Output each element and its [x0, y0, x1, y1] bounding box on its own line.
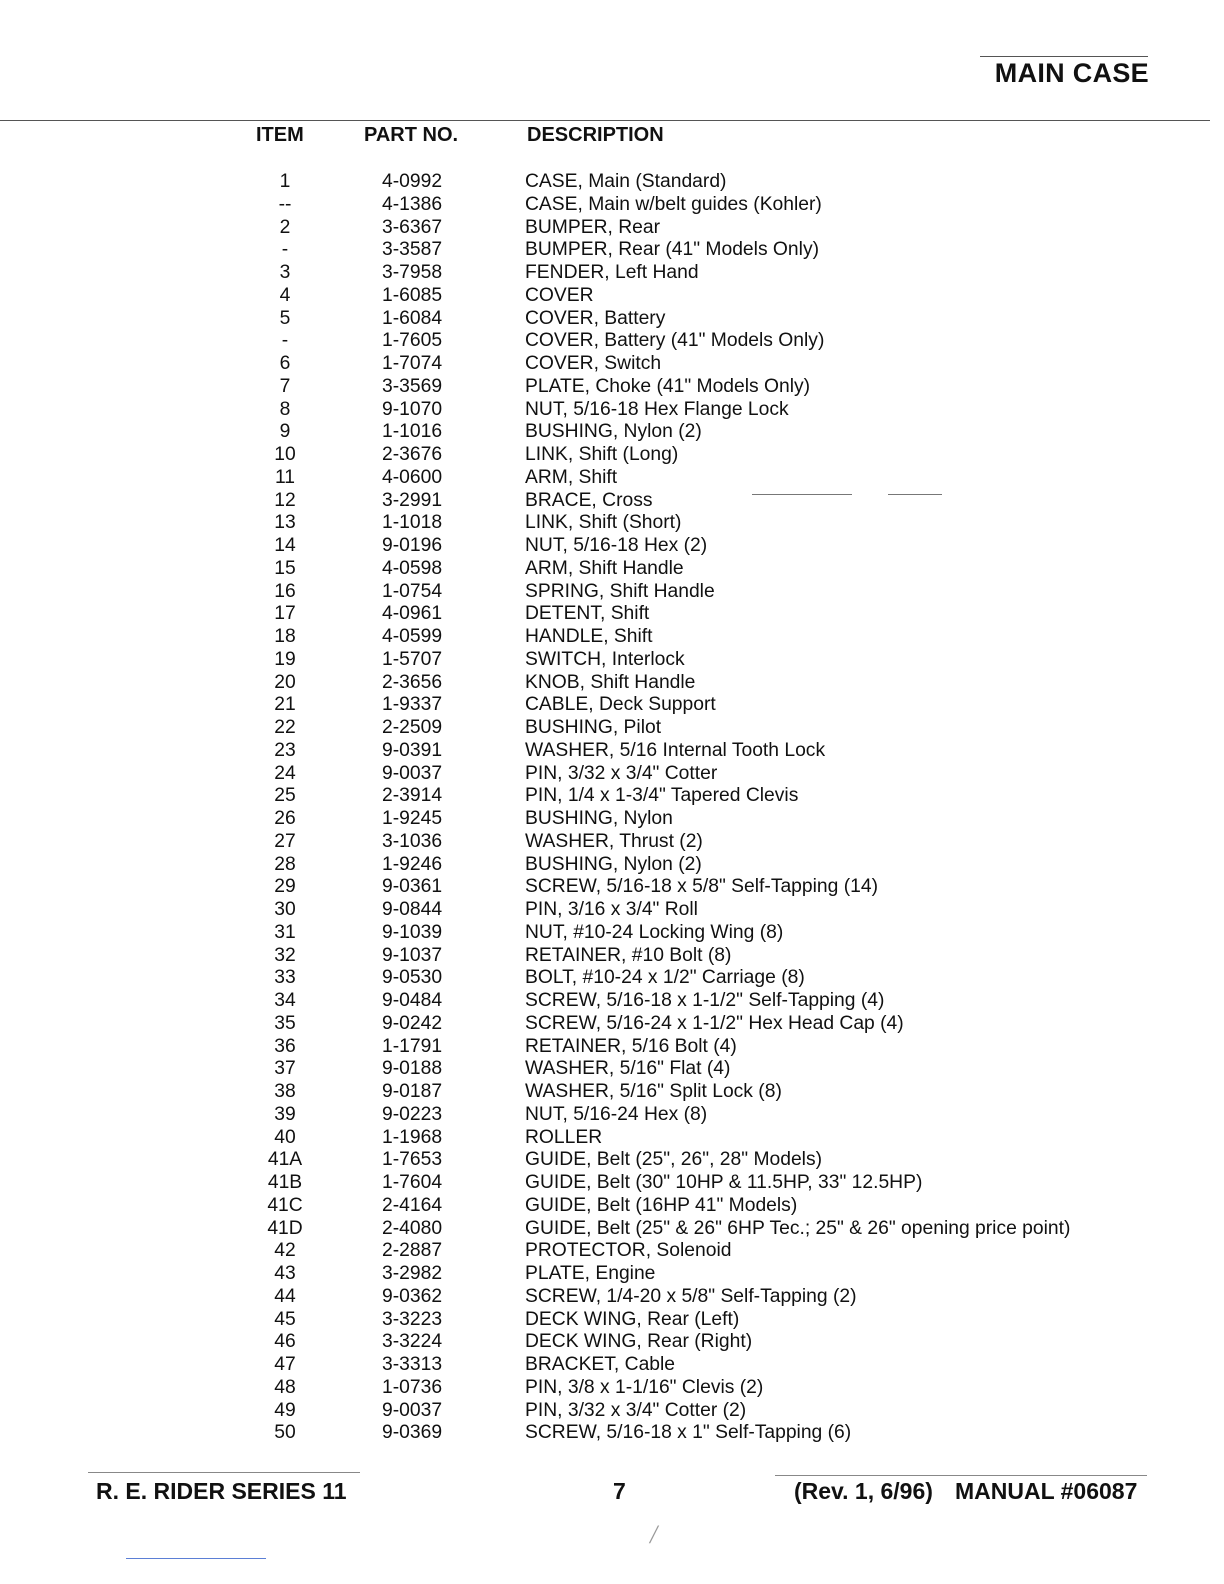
part-description: PIN, 3/32 x 3/4" Cotter (2): [525, 1399, 747, 1421]
part-description: PLATE, Choke (41" Models Only): [525, 375, 811, 397]
part-number: 1-9337: [382, 694, 443, 716]
table-row: [0, 1240, 1224, 1263]
item-number: 17: [274, 603, 296, 625]
table-row: [0, 1218, 1224, 1241]
part-number: 9-0037: [382, 1399, 443, 1421]
item-number: 19: [274, 648, 296, 670]
table-row: [0, 899, 1224, 922]
part-number: 1-7074: [382, 353, 443, 374]
table-row: [0, 581, 1224, 604]
part-number: 1-1016: [382, 421, 443, 443]
part-number: 9-0530: [382, 967, 443, 989]
footer-manual: MANUAL #06087: [955, 1478, 1138, 1504]
table-row: [0, 353, 1224, 376]
part-number: 2-4080: [382, 1217, 443, 1239]
item-number: 41A: [267, 1149, 303, 1171]
table-row: [0, 967, 1224, 990]
table-row: [0, 649, 1224, 672]
table-row: [0, 831, 1224, 854]
part-description: BUSHING, Nylon (2): [525, 853, 702, 875]
part-number: 3-3313: [382, 1354, 443, 1375]
part-description: SCREW, 5/16-18 x 1-1/2" Self-Tapping (4): [525, 990, 885, 1011]
item-number: 41B: [267, 1172, 303, 1193]
part-number: 3-3587: [382, 239, 443, 261]
item-number: 13: [274, 512, 296, 534]
table-row: [0, 1400, 1224, 1423]
item-number: 48: [274, 1376, 296, 1398]
item-number: 22: [274, 717, 296, 738]
table-row: [0, 1081, 1224, 1104]
part-number: 4-0600: [382, 466, 443, 488]
item-number: -: [281, 330, 289, 352]
table-row: [0, 717, 1224, 740]
part-description: BUMPER, Rear: [525, 216, 660, 238]
part-number: 4-0961: [382, 603, 443, 625]
part-description: PROTECTOR, Solenoid: [525, 1240, 732, 1262]
part-description: SWITCH, Interlock: [525, 648, 685, 670]
part-number: 1-7653: [382, 1149, 443, 1171]
part-description: BRACKET, Cable: [525, 1354, 676, 1375]
part-number: 3-3569: [382, 375, 443, 397]
item-number: 50: [274, 1422, 296, 1444]
part-number: 9-0484: [382, 990, 443, 1011]
part-number: 9-0369: [382, 1422, 443, 1444]
table-row: [0, 217, 1224, 240]
stray-mark: [888, 494, 942, 495]
part-number: 4-1386: [382, 193, 443, 215]
part-number: 1-6084: [382, 307, 443, 329]
column-header-description: DESCRIPTION: [527, 124, 664, 146]
table-row: [0, 1195, 1224, 1218]
part-description: COVER, Switch: [525, 353, 662, 374]
part-description: GUIDE, Belt (25", 26", 28" Models): [525, 1149, 823, 1171]
part-number: 1-7604: [382, 1172, 443, 1193]
part-number: 4-0992: [382, 171, 443, 192]
part-number: 9-1070: [382, 398, 443, 420]
item-number: 7: [279, 375, 291, 397]
table-row: [0, 490, 1224, 513]
item-number: -: [281, 239, 289, 261]
item-number: 24: [274, 762, 296, 784]
footer-rule-right: [775, 1475, 1147, 1476]
table-row: [0, 535, 1224, 558]
table-row: [0, 512, 1224, 535]
footer-series: R. E. RIDER SERIES 11: [96, 1478, 347, 1504]
table-row: [0, 1013, 1224, 1036]
part-description: GUIDE, Belt (16HP 41" Models): [525, 1194, 798, 1216]
part-number: 2-2887: [382, 1240, 443, 1262]
item-number: 11: [274, 466, 295, 488]
part-description: KNOB, Shift Handle: [525, 671, 696, 693]
part-description: SCREW, 5/16-18 x 5/8" Self-Tapping (14): [525, 876, 879, 898]
item-number: 32: [274, 944, 296, 966]
item-number: 27: [274, 830, 296, 852]
part-description: ROLLER: [525, 1126, 603, 1148]
item-number: 42: [274, 1240, 296, 1262]
part-description: GUIDE, Belt (25" & 26" 6HP Tec.; 25" & 26" opening price point): [525, 1217, 1071, 1239]
table-row: [0, 330, 1224, 353]
part-number: 9-0361: [382, 876, 443, 898]
part-number: 2-3656: [382, 671, 443, 693]
section-title: MAIN CASE: [994, 58, 1149, 88]
part-description: PIN, 3/16 x 3/4" Roll: [525, 899, 698, 920]
part-number: 3-3224: [382, 1331, 443, 1353]
item-number: --: [278, 193, 292, 215]
table-row: [0, 1263, 1224, 1286]
part-number: 1-5707: [382, 648, 443, 670]
part-number: 3-1036: [382, 830, 443, 852]
part-number: 3-7958: [382, 262, 443, 283]
part-description: PIN, 3/32 x 3/4" Cotter: [525, 762, 718, 784]
part-number: 9-0037: [382, 762, 443, 784]
item-number: 23: [274, 739, 296, 761]
item-number: 38: [274, 1081, 296, 1102]
part-description: SCREW, 5/16-18 x 1" Self-Tapping (6): [525, 1422, 852, 1444]
part-number: 3-6367: [382, 216, 443, 238]
item-number: 39: [274, 1103, 296, 1125]
part-number: 2-4164: [382, 1194, 443, 1216]
part-number: 3-2982: [382, 1263, 443, 1284]
table-row: [0, 376, 1224, 399]
table-row: [0, 558, 1224, 581]
part-number: 3-2991: [382, 489, 443, 511]
item-number: 30: [274, 899, 296, 920]
part-description: HANDLE, Shift: [525, 626, 653, 647]
table-row: [0, 945, 1224, 968]
part-number: 1-0754: [382, 580, 443, 602]
part-number: 1-6085: [382, 284, 443, 306]
footer-rule-left: [88, 1472, 360, 1473]
part-number: 1-1791: [382, 1035, 443, 1057]
part-description: BOLT, #10-24 x 1/2" Carriage (8): [525, 967, 805, 989]
part-description: GUIDE, Belt (30" 10HP & 11.5HP, 33" 12.5HP): [525, 1172, 923, 1193]
part-description: PIN, 1/4 x 1-3/4" Tapered Clevis: [525, 785, 799, 807]
table-row: [0, 1422, 1224, 1445]
part-description: BUSHING, Nylon (2): [525, 421, 702, 443]
part-number: 1-1018: [382, 512, 443, 534]
part-description: CABLE, Deck Support: [525, 694, 716, 716]
table-row: [0, 1331, 1224, 1354]
part-number: 9-0242: [382, 1012, 443, 1034]
part-number: 4-0599: [382, 626, 443, 647]
table-row: [0, 740, 1224, 763]
table-row: [0, 1036, 1224, 1059]
part-description: SCREW, 1/4-20 x 5/8" Self-Tapping (2): [525, 1285, 857, 1307]
item-number: 49: [274, 1399, 296, 1421]
part-number: 9-0223: [382, 1103, 443, 1125]
footer-page-number: 7: [613, 1478, 626, 1504]
part-description: LINK, Shift (Short): [525, 512, 682, 534]
table-row: [0, 421, 1224, 444]
table-row: [0, 694, 1224, 717]
item-number: 40: [274, 1126, 296, 1148]
item-number: 4: [279, 284, 291, 306]
item-number: 10: [274, 444, 296, 465]
part-description: WASHER, 5/16 Internal Tooth Lock: [525, 739, 826, 761]
item-number: 16: [274, 580, 296, 602]
table-row: [0, 672, 1224, 695]
part-number: 9-0188: [382, 1058, 443, 1080]
part-description: CASE, Main (Standard): [525, 171, 727, 192]
part-description: COVER, Battery (41" Models Only): [525, 330, 825, 352]
part-description: FENDER, Left Hand: [525, 262, 699, 283]
part-description: DECK WING, Rear (Left): [525, 1308, 740, 1330]
item-number: 20: [274, 671, 296, 693]
column-header-part: PART NO.: [364, 124, 459, 146]
item-number: 28: [274, 853, 296, 875]
table-row: [0, 763, 1224, 786]
header-rule: [0, 120, 1210, 121]
item-number: 8: [279, 398, 291, 420]
part-description: RETAINER, 5/16 Bolt (4): [525, 1035, 737, 1057]
table-row: [0, 603, 1224, 626]
part-description: BUMPER, Rear (41" Models Only): [525, 239, 820, 261]
part-description: NUT, 5/16-18 Hex Flange Lock: [525, 398, 789, 420]
part-description: ARM, Shift: [525, 466, 618, 488]
table-row: [0, 1104, 1224, 1127]
part-number: 3-3223: [382, 1308, 443, 1330]
item-number: 2: [279, 216, 291, 238]
table-row: [0, 1309, 1224, 1332]
table-row: [0, 1354, 1224, 1377]
item-number: 21: [274, 694, 296, 716]
table-row: [0, 308, 1224, 331]
item-number: 12: [274, 489, 296, 511]
table-row: [0, 399, 1224, 422]
item-number: 26: [274, 808, 296, 829]
table-row: [0, 990, 1224, 1013]
table-row: [0, 285, 1224, 308]
part-description: WASHER, 5/16" Split Lock (8): [525, 1081, 782, 1102]
part-description: COVER, Battery: [525, 307, 666, 329]
part-number: 9-1037: [382, 944, 443, 966]
part-description: PLATE, Engine: [525, 1263, 656, 1284]
item-number: 15: [274, 557, 296, 579]
part-description: NUT, 5/16-18 Hex (2): [525, 535, 708, 556]
part-number: 9-0196: [382, 535, 443, 556]
part-number: 9-0187: [382, 1081, 443, 1102]
part-description: WASHER, 5/16" Flat (4): [525, 1058, 731, 1080]
item-number: 41D: [267, 1217, 303, 1239]
pencil-mark: /: [650, 1520, 658, 1549]
part-description: ARM, Shift Handle: [525, 557, 684, 579]
item-number: 29: [274, 876, 296, 898]
item-number: 45: [274, 1308, 296, 1330]
table-row: [0, 1058, 1224, 1081]
part-number: 9-0362: [382, 1285, 443, 1307]
table-row: [0, 444, 1224, 467]
item-number: 5: [279, 307, 291, 329]
item-number: 36: [274, 1035, 296, 1057]
part-number: 1-7605: [382, 330, 443, 352]
part-number: 4-0598: [382, 557, 443, 579]
footer-revision: (Rev. 1, 6/96): [794, 1478, 933, 1504]
item-number: 9: [279, 421, 291, 443]
item-number: 1: [279, 171, 291, 192]
item-number: 43: [274, 1263, 296, 1284]
part-description: CASE, Main w/belt guides (Kohler): [525, 193, 822, 215]
table-row: [0, 626, 1224, 649]
table-row: [0, 171, 1224, 194]
table-row: [0, 1377, 1224, 1400]
part-description: COVER: [525, 284, 594, 306]
item-number: 44: [274, 1285, 296, 1307]
item-number: 14: [274, 535, 296, 556]
table-row: [0, 854, 1224, 877]
item-number: 6: [279, 353, 291, 374]
part-number: 9-0391: [382, 739, 443, 761]
item-number: 33: [274, 967, 296, 989]
table-row: [0, 467, 1224, 490]
part-number: 2-3676: [382, 444, 443, 465]
part-number: 9-1039: [382, 921, 443, 943]
stray-mark: [752, 494, 852, 495]
table-row: [0, 1149, 1224, 1172]
part-number: 1-9246: [382, 853, 443, 875]
part-number: 2-2509: [382, 717, 443, 738]
part-number: 2-3914: [382, 785, 443, 807]
title-overline: [980, 56, 1148, 57]
item-number: 18: [274, 626, 296, 647]
part-description: BUSHING, Nylon: [525, 808, 673, 829]
table-row: [0, 876, 1224, 899]
table-row: [0, 922, 1224, 945]
part-number: 1-9245: [382, 808, 443, 829]
part-description: SPRING, Shift Handle: [525, 580, 715, 602]
part-description: DECK WING, Rear (Right): [525, 1331, 753, 1353]
part-description: WASHER, Thrust (2): [525, 830, 703, 852]
part-number: 1-0736: [382, 1376, 443, 1398]
table-row: [0, 1127, 1224, 1150]
table-row: [0, 194, 1224, 217]
part-description: LINK, Shift (Long): [525, 444, 679, 465]
item-number: 46: [274, 1331, 296, 1353]
part-description: NUT, #10-24 Locking Wing (8): [525, 921, 784, 943]
item-number: 34: [274, 990, 296, 1011]
part-description: BUSHING, Pilot: [525, 717, 662, 738]
stray-blue-line: [126, 1558, 266, 1559]
table-row: [0, 1286, 1224, 1309]
item-number: 37: [274, 1058, 296, 1080]
part-description: PIN, 3/8 x 1-1/16" Clevis (2): [525, 1376, 764, 1398]
table-row: [0, 785, 1224, 808]
item-number: 47: [274, 1354, 296, 1375]
item-number: 31: [274, 921, 296, 943]
part-description: BRACE, Cross: [525, 489, 653, 511]
item-number: 3: [279, 262, 291, 283]
part-description: NUT, 5/16-24 Hex (8): [525, 1103, 708, 1125]
item-number: 41C: [267, 1194, 303, 1216]
table-row: [0, 262, 1224, 285]
part-number: 9-0844: [382, 899, 443, 920]
parts-table: [0, 171, 1224, 1445]
part-description: DETENT, Shift: [525, 603, 650, 625]
column-header-item: ITEM: [256, 124, 304, 146]
item-number: 35: [274, 1012, 296, 1034]
part-description: SCREW, 5/16-24 x 1-1/2" Hex Head Cap (4): [525, 1012, 904, 1034]
table-row: [0, 1172, 1224, 1195]
table-row: [0, 808, 1224, 831]
part-number: 1-1968: [382, 1126, 443, 1148]
part-description: RETAINER, #10 Bolt (8): [525, 944, 732, 966]
table-row: [0, 239, 1224, 262]
item-number: 25: [274, 785, 296, 807]
